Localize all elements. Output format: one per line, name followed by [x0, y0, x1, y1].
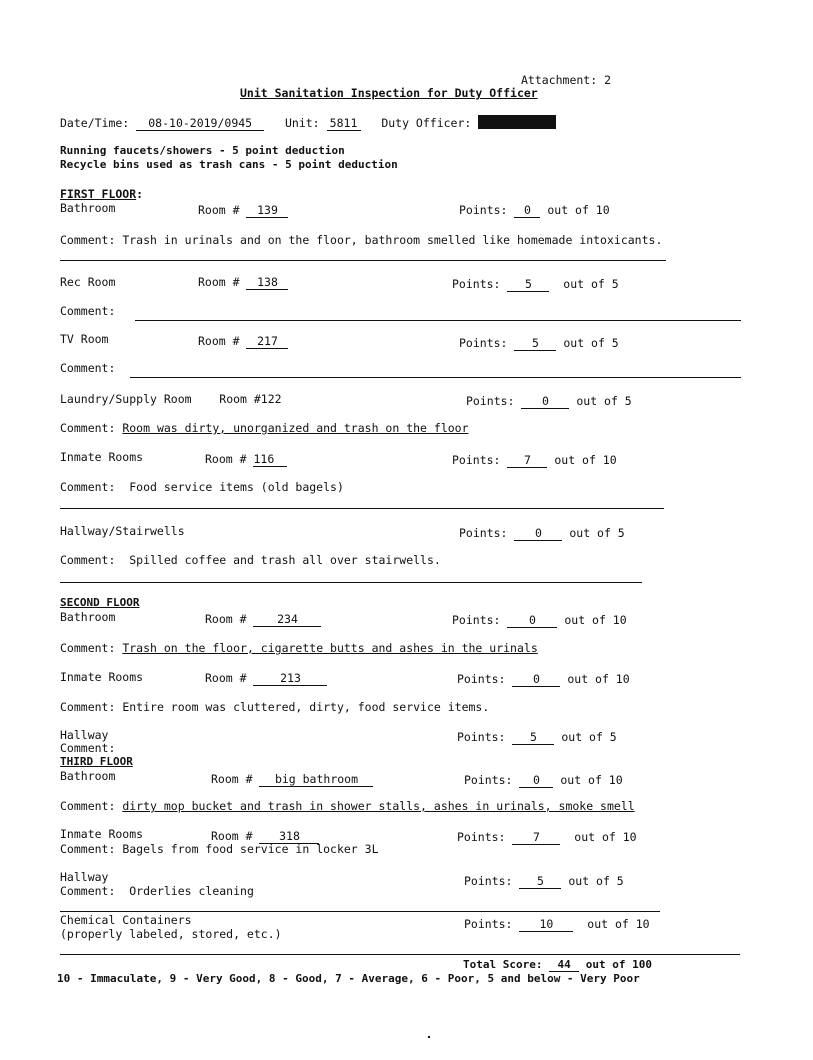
ff-rec-room-comment-label: Comment:: [60, 304, 116, 318]
sf-inmate-rooms-room: Room # 213: [205, 671, 327, 686]
tf-inmate-rooms-name: Inmate Rooms: [60, 827, 144, 841]
ff-bathroom-points: Points: 0 out of 10: [459, 203, 610, 217]
chemical-containers-points: Points: 10 out of 10: [464, 917, 650, 931]
sf-inmate-rooms-comment: Comment: Entire room was cluttered, dirty, food service items.: [60, 700, 490, 714]
duty-officer-label: Duty Officer:: [381, 116, 472, 130]
unit-label: Unit:: [284, 116, 320, 130]
ff-laundry-name: Laundry/Supply Room Room #122: [60, 392, 282, 406]
deduction-rule-2: Recycle bins used as trash cans - 5 point deduction: [60, 158, 398, 171]
comment-line: [135, 320, 741, 321]
ff-bathroom-room: Room # 139: [198, 203, 288, 218]
date-value: 08-10-2019/0945: [136, 117, 264, 131]
ff-laundry-points: Points: 0 out of 5: [466, 394, 632, 408]
date-time-row: [60, 115, 556, 131]
rating-scale: 10 - Immaculate, 9 - Very Good, 8 - Good, 7 - Average, 6 - Poor, 5 and below - Very Poor: [57, 972, 640, 985]
total-score: Total Score: 44 out of 100: [463, 958, 652, 971]
ff-inmate-rooms-name: Inmate Rooms: [60, 450, 144, 464]
tf-bathroom-name: Bathroom: [60, 769, 116, 783]
page-title: Unit Sanitation Inspection for Duty Officer: [240, 86, 538, 100]
redacted-officer-name: [478, 115, 556, 129]
ff-tv-room-name: TV Room: [60, 332, 109, 346]
sf-inmate-rooms-points: Points: 0 out of 10: [457, 672, 630, 686]
comment-line: [130, 377, 741, 378]
ff-tv-room-points: Points: 5 out of 5: [459, 336, 619, 350]
attachment-label: Attachment: 2: [521, 73, 612, 87]
sf-inmate-rooms-name: Inmate Rooms: [60, 670, 144, 684]
tf-hallway-comment: Comment: Orderlies cleaning: [60, 884, 254, 898]
ff-laundry-comment: Comment: Room was dirty, unorganized and trash on the floor: [60, 421, 469, 435]
tf-hallway-name: Hallway: [60, 870, 109, 884]
ff-hallway-name: Hallway/Stairwells: [60, 524, 185, 538]
ff-hallway-points: Points: 0 out of 5: [459, 526, 625, 540]
sf-hallway-points: Points: 5 out of 5: [457, 730, 617, 744]
sf-hallway-comment-label: Comment:: [60, 741, 116, 755]
scan-speck: [428, 1036, 430, 1038]
ff-bathroom-comment: Comment: Trash in urinals and on the floor, bathroom smelled like homemade intoxicants.: [60, 233, 663, 247]
sf-hallway-name: Hallway: [60, 728, 109, 742]
tf-inmate-rooms-points: Points: 7 out of 10: [457, 830, 637, 844]
tf-hallway-points: Points: 5 out of 5: [464, 874, 624, 888]
sf-bathroom-room: Room # 234: [205, 612, 321, 627]
ff-hallway-comment: Comment: Spilled coffee and trash all over stairwells.: [60, 553, 441, 567]
tf-inmate-rooms-comment: Comment: Bagels from food service in locker 3L: [60, 842, 379, 856]
ff-inmate-rooms-comment: Comment: Food service items (old bagels): [60, 480, 344, 494]
ff-tv-room-room: Room # 217: [198, 334, 288, 349]
date-label: Date/Time:: [60, 116, 130, 130]
ff-tv-room-comment-label: Comment:: [60, 361, 116, 375]
ff-inmate-rooms-points: Points: 7 out of 10: [452, 453, 617, 467]
divider: [60, 911, 660, 912]
chemical-containers-sub: (properly labeled, stored, etc.): [60, 927, 282, 941]
chemical-containers-name: Chemical Containers: [60, 913, 192, 927]
sf-bathroom-comment: Comment: Trash on the floor, cigarette butts and ashes in the urinals: [60, 641, 538, 655]
third-floor-heading: THIRD FLOOR: [60, 755, 133, 768]
ff-bathroom-name: Bathroom: [60, 201, 116, 215]
divider: [60, 582, 642, 583]
first-floor-heading: FIRST FLOOR:: [60, 187, 144, 201]
second-floor-heading: SECOND FLOOR: [60, 596, 140, 609]
sf-bathroom-points: Points: 0 out of 10: [452, 613, 627, 627]
tf-inmate-rooms-room: Room # 318: [211, 829, 319, 844]
deduction-rule-1: Running faucets/showers - 5 point deduction: [60, 144, 345, 157]
unit-value: 5811: [327, 117, 361, 131]
sf-bathroom-name: Bathroom: [60, 610, 116, 624]
ff-rec-room-points: Points: 5 out of 5: [452, 277, 619, 291]
divider: [60, 260, 666, 261]
tf-bathroom-room: Room # big bathroom: [211, 772, 373, 787]
ff-rec-room-name: Rec Room: [60, 275, 116, 289]
ff-rec-room-room: Room # 138: [198, 275, 288, 290]
ff-inmate-rooms-room: Room # 116: [205, 452, 287, 467]
tf-bathroom-points: Points: 0 out of 10: [464, 773, 623, 787]
divider: [60, 954, 740, 955]
divider: [60, 508, 664, 509]
tf-bathroom-comment: Comment: dirty mop bucket and trash in shower stalls, ashes in urinals, smoke smell: [60, 799, 635, 813]
